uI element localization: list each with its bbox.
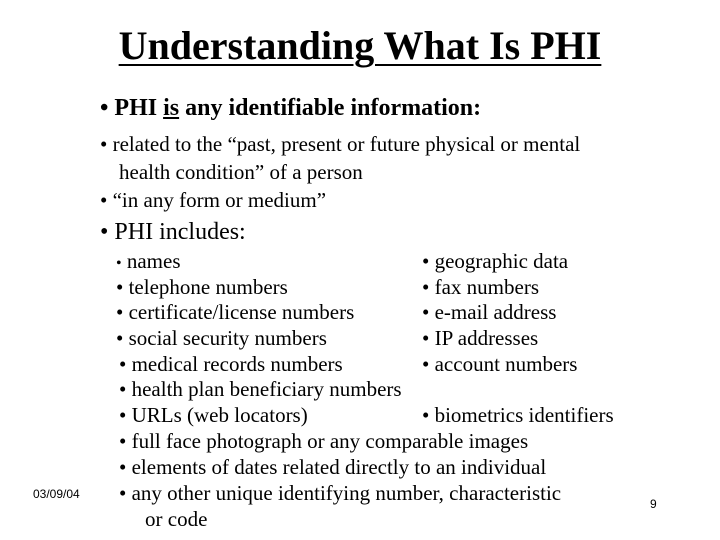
list-item-geographic: • geographic data [422, 249, 569, 273]
list-item-urls: • URLs (web locators) [119, 403, 308, 427]
slide-title: Understanding What Is PHI [118, 23, 602, 68]
list-item-telephone: • telephone numbers [116, 275, 288, 299]
list-item-ip: • IP addresses [422, 326, 539, 350]
bullet-any-form: • “in any form or medium” [100, 188, 327, 212]
list-item-biometrics: • biometrics identifiers [422, 403, 614, 427]
list-item-email: • e-mail address [422, 300, 557, 324]
list-item-names-bullet: • [116, 255, 122, 272]
list-item-other-id-cont: or code [145, 507, 208, 531]
list-item-names-text: names [121, 249, 181, 273]
bullet-phi-includes: • PHI includes: [100, 219, 246, 245]
list-item-names [116, 251, 181, 272]
list-item-account: • account numbers [422, 352, 578, 376]
bullet-phi-definition-post: any identifiable information: [179, 95, 482, 121]
list-item-fax: • fax numbers [422, 275, 539, 299]
bullet-phi-definition-pre: • PHI [100, 95, 164, 121]
bullet-phi-definition [100, 96, 481, 120]
list-item-certificate: • certificate/license numbers [116, 300, 355, 324]
list-item-dates: • elements of dates related directly to an individual [119, 455, 547, 479]
bullet-related-line2: health condition” of a person [119, 160, 363, 184]
list-item-other-id: • any other unique identifying number, characteristic [119, 481, 562, 505]
list-item-medical-records: • medical records numbers [119, 352, 343, 376]
list-item-health-plan: • health plan beneficiary numbers [119, 377, 402, 401]
footer-date: 03/09/04 [33, 487, 80, 501]
bullet-related-line1: • related to the “past, present or future physical or mental [100, 132, 581, 156]
list-item-ssn: • social security numbers [116, 326, 327, 350]
footer-page-number: 9 [650, 497, 657, 511]
list-item-face-photo: • full face photograph or any comparable images [119, 429, 529, 453]
bullet-phi-definition-emph: is [163, 95, 180, 121]
